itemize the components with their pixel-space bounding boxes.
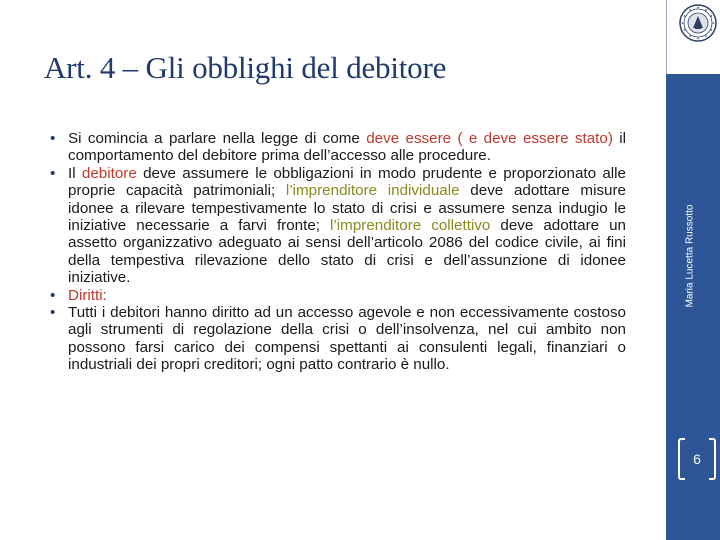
- text-run: Si comincia a parlare nella legge di come: [68, 130, 367, 147]
- text-run: deve assumere le obbligazioni in modo prudente e proporzionato alle proprie capacità patrimoniali;: [68, 164, 626, 200]
- university-seal-icon: [679, 4, 717, 42]
- highlight-text: Diritti:: [68, 286, 107, 304]
- highlight-text: debitore: [81, 164, 137, 182]
- text-run: deve adottare un assetto organizzativo adeguato ai sensi dell’articolo 2086 del codice civile, ai fini della tempestiva rilevazione dello stato di crisi e dell’assunzione di idonee iniziative.: [68, 217, 626, 287]
- author-name: Maria Lucetta Russotto: [684, 204, 696, 308]
- bullet-item: [46, 287, 626, 304]
- bullet-item: [46, 165, 626, 287]
- slide-title: Art. 4 – Gli obblighi del debitore: [44, 50, 447, 85]
- text-run: il comportamento del debitore prima dell’accesso alle procedure.: [68, 130, 626, 165]
- text-run: deve adottare misure idonee a rilevare tempestivamente lo stato di crisi e assumere senza indugio le iniziative necessarie a farvi fronte;: [68, 182, 626, 235]
- bullet-item: [46, 304, 626, 374]
- page-number: 6: [693, 451, 701, 467]
- highlight-text: deve essere ( e deve essere stato): [366, 130, 613, 147]
- highlight-text: l’imprenditore collettivo: [330, 217, 491, 235]
- text-run: Il: [68, 164, 82, 182]
- divider-line: [666, 0, 667, 74]
- bullet-list: [46, 130, 626, 374]
- page-number-box: [678, 438, 716, 482]
- highlight-text: l’imprenditore individuale: [285, 182, 460, 200]
- bullet-item: [46, 130, 626, 165]
- text-run: Tutti i debitori hanno diritto ad un accesso agevole e non eccessivamente costoso agli strumenti di regolazione della crisi o dell’insolvenza, nel cui ambito non possono farsi carico dei compensi spettanti ai consulenti legali, finanziari o industriali dei propri creditori; ogni patto contrario è nullo.: [68, 304, 626, 374]
